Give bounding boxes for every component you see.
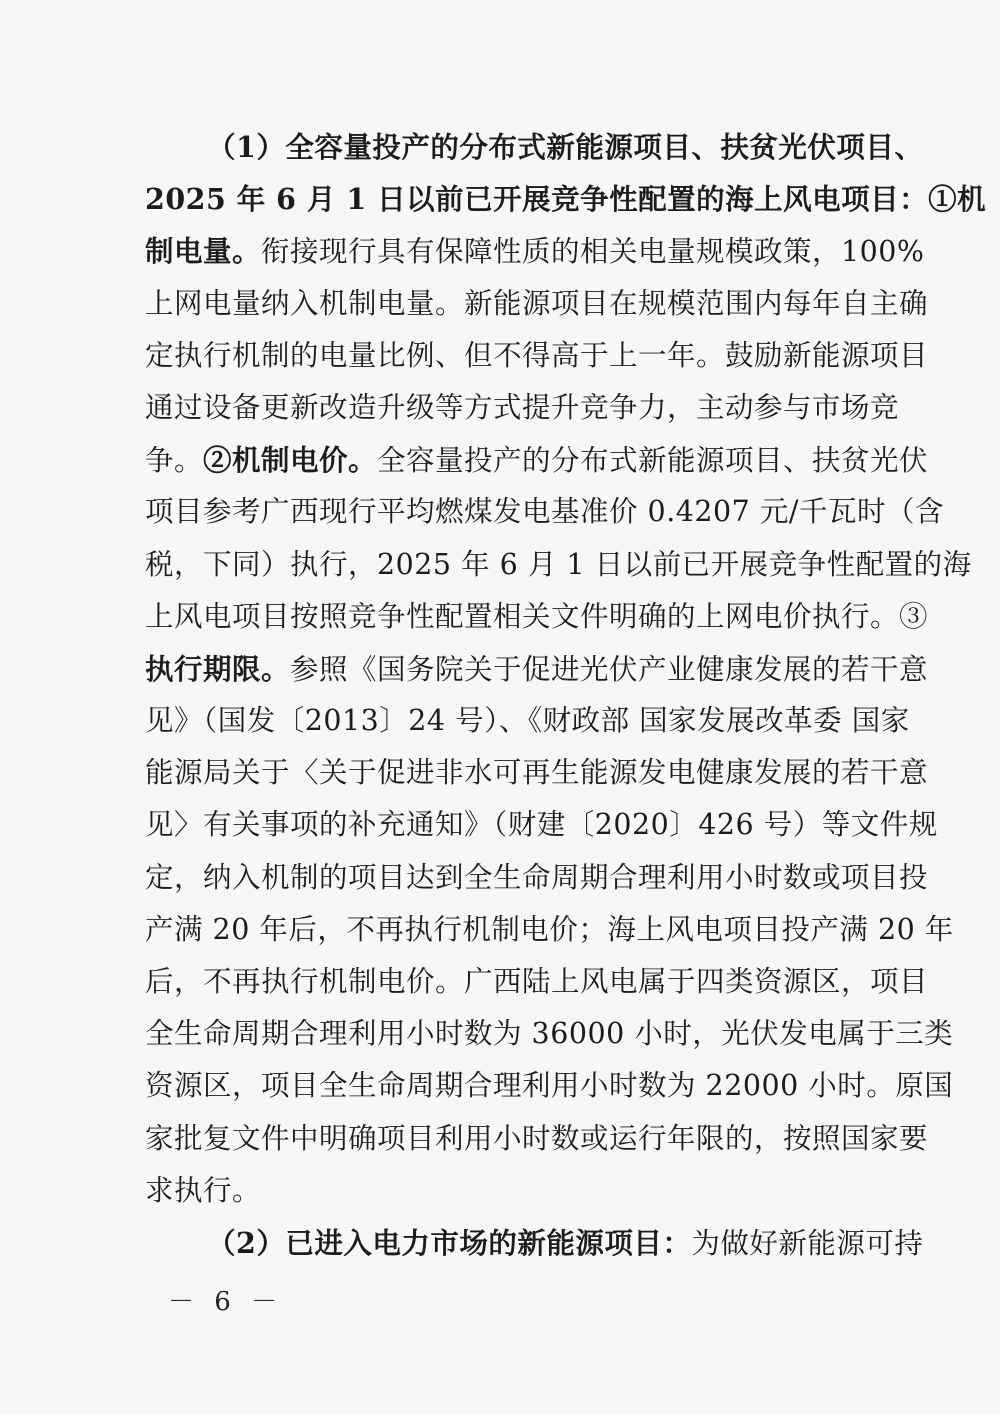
bold-term: （2）已进入电力市场的新能源项目：: [207, 1225, 692, 1260]
text-line: 后，不再执行机制电价。广西陆上风电属于四类资源区，项目: [145, 965, 929, 998]
text-line: 2025 年 6 月 1 日以前已开展竞争性配置的海上风电项目：①机: [145, 182, 987, 217]
page-number: － 6 －: [168, 1287, 284, 1317]
text-line: 定执行机制的电量比例、但不得高于上一年。鼓励新能源项目: [145, 338, 929, 372]
paragraph-1-heading-line: （1）全容量投产的分布式新能源项目、扶贫光伏项目、: [207, 130, 924, 164]
paragraph-2-heading-line: [145, 1217, 924, 1269]
text-span: 参照《国务院关于促进光伏产业健康发展的若干意: [290, 652, 929, 686]
text-line: 上网电量纳入机制电量。新能源项目在规模范围内每年自主确: [145, 286, 929, 320]
text-line: [145, 434, 929, 486]
text-line: 资源区，项目全生命周期合理利用小时数为 22000 小时。原国: [145, 1069, 954, 1103]
text-line: 定，纳入机制的项目达到全生命周期合理利用小时数或项目投: [145, 860, 929, 894]
text-span: 衔接现行具有保障性质的相关电量规模政策，100%: [261, 235, 925, 269]
text-line: [145, 225, 925, 277]
bold-term: 制电量。: [145, 234, 262, 269]
body-text: [145, 121, 987, 1269]
text-line: 见〉有关事项的补充通知》（财建〔2020〕426 号）等文件规: [145, 808, 938, 842]
text-line: 税，下同）执行，2025 年 6 月 1 日以前已开展竞争性配置的海: [145, 547, 972, 581]
text-line: 见》（国发〔2013〕24 号）、《财政部 国家发展改革委 国家: [145, 704, 910, 738]
text-line: [145, 643, 929, 695]
text-line: 通过设备更新改造升级等方式提升竞争力，主动参与市场竞: [145, 390, 900, 424]
text-span: 争。: [145, 444, 204, 478]
text-line: 全生命周期合理利用小时数为 36000 小时，光伏发电属于三类: [145, 1017, 954, 1051]
text-line: 项目参考广西现行平均燃煤发电基准价 0.4207 元/千瓦时（含: [145, 495, 944, 529]
bold-term: ②机制电价。: [203, 443, 378, 478]
text-span: 全容量投产的分布式新能源项目、扶贫光伏: [377, 444, 929, 478]
text-line: 产满 20 年后，不再执行机制电价；海上风电项目投产满 20 年: [145, 912, 954, 946]
text-line: 家批复文件中明确项目利用小时数或运行年限的，按照国家要: [145, 1121, 929, 1155]
text-line: 能源局关于〈关于促进非水可再生能源发电健康发展的若干意: [145, 756, 929, 790]
text-span: 为做好新能源可持: [691, 1226, 924, 1260]
bold-term: 执行期限。: [145, 651, 291, 686]
text-line: 上风电项目按照竞争性配置相关文件明确的上网电价执行。③: [145, 599, 929, 633]
text-line: 求执行。: [145, 1173, 262, 1207]
